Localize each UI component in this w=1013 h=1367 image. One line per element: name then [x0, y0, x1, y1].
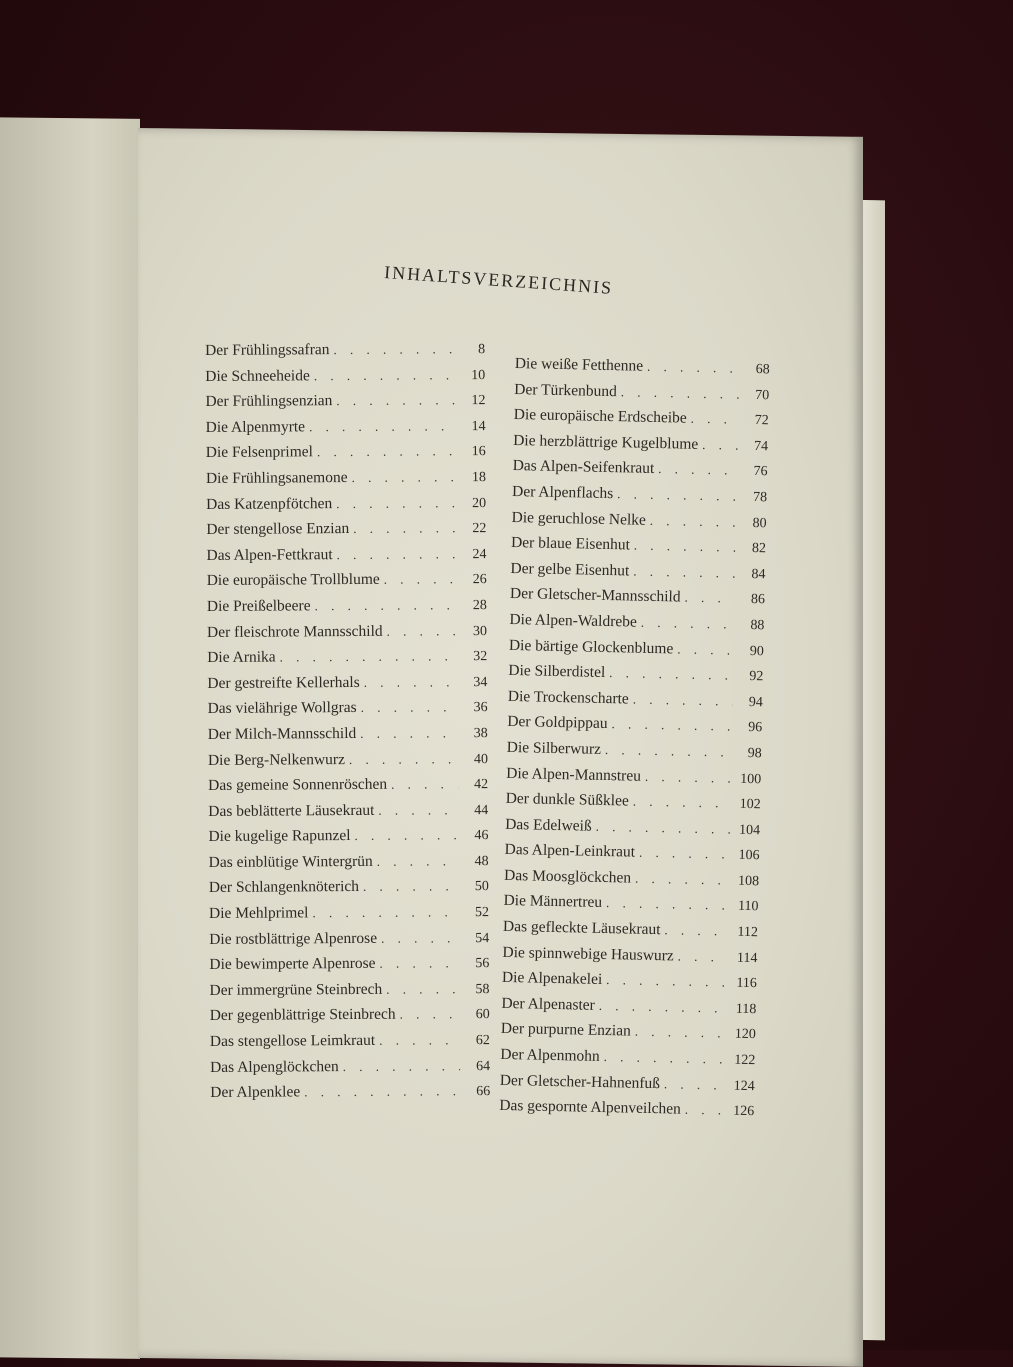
toc-entry-title: Das Alpen-Seifenkraut: [512, 457, 655, 478]
dot-leader: [315, 597, 457, 614]
dot-leader: [360, 725, 458, 742]
toc-entry-page-number: 122: [734, 1052, 756, 1069]
dot-leader: [377, 853, 459, 870]
toc-entry-title: Die kugelige Rapunzel: [208, 827, 351, 846]
toc-entry-page-number: 12: [471, 393, 486, 409]
toc-entry-title: Der immergrüne Steinbrech: [209, 980, 383, 999]
toc-entry-page-number: 24: [472, 546, 487, 562]
toc-entry-title: Der Türkenbund: [514, 380, 618, 400]
toc-entry-page-number: 66: [476, 1084, 491, 1100]
toc-entry: [206, 417, 486, 445]
dot-leader: [664, 1076, 725, 1093]
toc-entry-title: Die europäische Trollblume: [206, 571, 380, 590]
toc-entry-page-number: 108: [737, 873, 760, 890]
dot-leader: [353, 520, 456, 537]
toc-entry-page-number: 36: [473, 700, 488, 716]
toc-entry-title: Das vielährige Wollgras: [207, 699, 357, 718]
dot-leader: [606, 895, 729, 914]
toc-entry-title: Das stengellose Leimkraut: [209, 1031, 376, 1051]
dot-leader: [387, 623, 457, 639]
toc-entry-page-number: 50: [474, 879, 489, 895]
toc-entry-title: Das Katzenpfötchen: [206, 494, 333, 513]
dot-leader: [378, 802, 458, 819]
toc-entry-page-number: 64: [476, 1058, 491, 1074]
dot-leader: [379, 955, 459, 972]
dot-leader: [381, 930, 459, 947]
toc-entry-page-number: 52: [474, 905, 490, 921]
toc-right-column: [499, 355, 770, 1128]
toc-entry-page-number: 112: [737, 924, 759, 941]
dot-leader: [617, 486, 737, 505]
toc-entry: [209, 878, 489, 906]
toc-entry-title: Die europäische Erdscheibe: [513, 406, 687, 427]
toc-entry: [208, 801, 488, 829]
toc-entry: [205, 366, 485, 394]
toc-entry-page-number: 86: [750, 592, 766, 608]
toc-entry-page-number: 44: [474, 802, 489, 818]
toc-entry-page-number: 30: [472, 623, 488, 639]
toc-entry-title: Der blaue Eisenhut: [510, 534, 631, 554]
toc-entry-page-number: 56: [475, 956, 490, 972]
toc-entry-page-number: 42: [474, 777, 489, 793]
dot-leader: [685, 1102, 725, 1119]
toc-entry-page-number: 116: [736, 976, 758, 992]
toc-entry: [499, 1097, 754, 1128]
toc-entry-title: Die weiße Fetthenne: [514, 355, 644, 375]
toc-entry: [209, 903, 489, 931]
toc-entry-page-number: 14: [471, 418, 486, 434]
toc-entry-title: Der fleischrote Mannsschild: [206, 622, 383, 641]
toc-entry-page-number: 54: [475, 930, 490, 946]
facing-page: [0, 117, 140, 1359]
toc-entry-title: Die Mehlprimel: [208, 904, 309, 923]
toc-entry-page-number: 76: [753, 464, 768, 480]
toc-entry-page-number: 80: [752, 515, 767, 531]
toc-entry-page-number: 124: [733, 1078, 755, 1094]
dot-leader: [658, 461, 738, 479]
dot-leader: [363, 879, 459, 896]
toc-entry-page-number: 96: [748, 720, 763, 736]
dot-leader: [317, 444, 456, 461]
toc-entry-title: Die spinnwebige Hauswurz: [502, 943, 674, 965]
toc-entry-page-number: 8: [478, 342, 486, 358]
dot-leader: [609, 665, 733, 684]
toc-entry: [209, 954, 489, 982]
toc-entry-title: Die Alpen-Mannstreu: [506, 764, 642, 785]
toc-entry-page-number: 40: [473, 751, 488, 767]
toc-entry-page-number: 60: [475, 1007, 490, 1023]
dot-leader: [664, 922, 728, 939]
toc-entry: [209, 929, 489, 957]
toc-entry-page-number: 38: [473, 725, 488, 742]
toc-entry-page-number: 70: [755, 387, 770, 403]
page-title: INHALTSVERZEICHNIS: [383, 262, 614, 298]
toc-entry-page-number: 94: [748, 694, 763, 710]
toc-entry-page-number: 126: [733, 1103, 755, 1120]
toc-entry: [208, 826, 488, 854]
dot-leader: [361, 700, 458, 717]
dot-leader: [333, 341, 455, 358]
toc-entry-title: Der Schlangenknöterich: [208, 878, 360, 897]
dot-leader: [352, 469, 456, 486]
toc-entry-title: Das Edelweiß: [504, 815, 592, 835]
toc-entry: [207, 570, 487, 598]
toc-entry-page-number: 18: [471, 470, 487, 486]
dot-leader: [391, 776, 458, 792]
toc-entry: [208, 698, 488, 726]
dot-leader: [379, 1032, 460, 1049]
dot-leader: [604, 1049, 726, 1068]
toc-entry-title: Die bärtige Glockenblume: [508, 636, 674, 657]
toc-entry: [206, 519, 486, 547]
dot-leader: [702, 437, 738, 454]
toc-entry-title: Das Alpen-Leinkraut: [504, 841, 636, 861]
toc-entry-page-number: 34: [473, 674, 488, 690]
dot-leader: [633, 794, 731, 812]
toc-entry-title: Der Milch-Mannsschild: [207, 724, 357, 743]
toc-entry-title: Das Alpen-Fettkraut: [206, 545, 333, 564]
toc-entry-title: Der gelbe Eisenhut: [510, 559, 630, 580]
toc-entry-title: Die Männertreu: [503, 892, 603, 912]
toc-entry-page-number: 32: [473, 649, 488, 665]
toc-entry: [210, 1005, 490, 1033]
toc-entry-title: Das Alpenglöckchen: [210, 1057, 339, 1076]
toc-entry-title: Der Alpenklee: [210, 1083, 301, 1102]
toc-entry-title: Das gemeine Sonnenröschen: [208, 775, 388, 795]
dot-leader: [645, 768, 732, 786]
dot-leader: [677, 641, 734, 658]
dot-leader: [678, 948, 728, 965]
toc-entry-title: Die Silberdistel: [508, 662, 606, 682]
dot-leader: [314, 367, 456, 384]
toc-entry-page-number: 10: [471, 367, 486, 383]
toc-entry-page-number: 16: [471, 444, 486, 460]
dot-leader: [634, 538, 737, 556]
toc-entry-title: Die Trockenscharte: [507, 687, 629, 708]
toc-entry-title: Das beblätterte Läusekraut: [208, 801, 375, 820]
dot-leader: [633, 563, 736, 581]
toc-entry-title: Der dunkle Süßklee: [505, 789, 629, 810]
toc-entry-page-number: 92: [749, 669, 764, 685]
dot-leader: [599, 998, 727, 1017]
toc-entry-page-number: 20: [472, 495, 487, 511]
dot-leader: [337, 546, 457, 563]
toc-entry-title: Die Silberwurz: [506, 738, 602, 758]
dot-leader: [384, 572, 457, 589]
toc-entry-page-number: 58: [475, 981, 490, 997]
toc-entry: [206, 545, 486, 573]
dot-leader: [639, 845, 730, 863]
toc-entry: [209, 980, 489, 1008]
toc-entry-title: Der gegenblättrige Steinbrech: [209, 1006, 396, 1025]
toc-entry-title: Der Gletscher-Hahnenfuß: [499, 1071, 661, 1092]
toc-entry-page-number: 46: [474, 828, 489, 844]
dot-leader: [621, 384, 740, 402]
toc-entry-title: Der Frühlingssafran: [205, 341, 330, 359]
toc-entry: [208, 775, 488, 803]
dot-leader: [309, 418, 456, 435]
toc-entry-page-number: 100: [740, 771, 762, 787]
toc-entry-title: Das Moosglöckchen: [503, 866, 632, 887]
toc-entry-title: Der Gletscher-Mannsschild: [509, 585, 681, 606]
toc-entry: [207, 673, 487, 701]
toc-entry-title: Das einblütige Wintergrün: [208, 852, 373, 871]
toc-entry-page-number: 98: [747, 745, 762, 762]
dot-leader: [684, 590, 735, 607]
dot-leader: [343, 1058, 460, 1075]
dot-leader: [336, 495, 456, 512]
toc-entry-title: Der Alpenflachs: [511, 482, 614, 503]
toc-entry: [207, 647, 487, 675]
dot-leader: [635, 1024, 726, 1042]
toc-entry-title: Die geruchlose Nelke: [511, 508, 647, 529]
toc-entry-page-number: 48: [474, 853, 489, 870]
toc-entry: [205, 340, 485, 368]
dot-leader: [280, 648, 458, 665]
toc-entry-title: Die Arnika: [207, 648, 276, 667]
toc-entry-title: Die rostblättrige Alpenrose: [209, 929, 378, 948]
toc-entry-title: Die Felsenprimel: [205, 443, 314, 462]
toc-entry-title: Der stengellose Enzian: [206, 520, 350, 539]
toc-entry: [210, 1031, 490, 1059]
dot-leader: [304, 1083, 460, 1100]
toc-entry-page-number: 118: [735, 1001, 757, 1018]
toc-entry: [208, 724, 488, 752]
dot-leader: [635, 871, 729, 889]
toc-entry-page-number: 68: [755, 362, 770, 378]
toc-entry-title: Der Alpenaster: [501, 994, 595, 1014]
dot-leader: [354, 828, 458, 845]
dot-leader: [312, 904, 459, 921]
toc-entry-title: Die Alpenakelei: [501, 969, 603, 989]
dot-leader: [400, 1007, 460, 1023]
toc-entry-title: Der Frühlingsenzian: [205, 392, 333, 411]
toc-entry-title: Die herzblättrige Kugelblume: [513, 431, 699, 453]
toc-entry: [210, 1082, 490, 1110]
toc-entry-title: Der Alpenmohn: [500, 1045, 600, 1065]
toc-entry: [210, 1057, 490, 1085]
toc-entry-page-number: 88: [750, 617, 765, 634]
toc-entry-title: Das gespornte Alpenveilchen: [499, 1097, 682, 1118]
toc-entry-page-number: 62: [475, 1033, 490, 1049]
toc-entry: [208, 750, 488, 778]
toc-entry-page-number: 104: [738, 822, 761, 838]
toc-entry-page-number: 82: [751, 541, 767, 557]
toc-entry-title: Die Preißelbeere: [206, 597, 311, 615]
toc-entry-title: Der gestreifte Kellerhals: [207, 673, 360, 692]
toc-entry-title: Der Goldpippau: [507, 713, 608, 733]
dot-leader: [605, 742, 732, 761]
dot-leader: [606, 972, 727, 991]
dot-leader: [349, 751, 458, 768]
toc-entry-page-number: 120: [734, 1027, 756, 1043]
toc-entry-page-number: 74: [753, 438, 769, 455]
toc-entry-title: Das gefleckte Läusekraut: [502, 917, 661, 939]
toc-entry-page-number: 26: [472, 572, 487, 588]
toc-entry-title: Die Alpen-Waldrebe: [509, 610, 638, 631]
dot-leader: [364, 674, 458, 691]
toc-entry-page-number: 106: [738, 848, 760, 864]
toc-entry-title: Die Schneeheide: [205, 366, 310, 385]
toc-entry-title: Die Alpenmyrte: [205, 418, 306, 436]
toc-entry-page-number: 84: [751, 566, 766, 583]
toc-entry: [206, 494, 486, 522]
toc-entry-page-number: 102: [739, 796, 761, 813]
dot-leader: [633, 691, 733, 709]
toc-entry-title: Die Frühlingsanemone: [205, 468, 348, 487]
dot-leader: [650, 512, 737, 530]
toc-entry-page-number: 28: [472, 597, 487, 614]
dot-leader: [691, 411, 739, 428]
toc-entry: [209, 852, 489, 880]
dot-leader: [641, 615, 735, 633]
toc-entry: [207, 622, 487, 650]
dot-leader: [647, 359, 740, 377]
dot-leader: [611, 716, 732, 735]
toc-entry-page-number: 78: [752, 489, 768, 506]
dot-leader: [336, 392, 455, 409]
toc-entry-page-number: 110: [737, 899, 759, 915]
dot-leader: [595, 818, 730, 837]
toc-left-column: [205, 340, 490, 1110]
dot-leader: [386, 981, 459, 998]
toc-entry-title: Die Berg-Nelkenwurz: [207, 750, 345, 769]
toc-entry-page-number: 90: [749, 643, 765, 659]
toc-entry-title: Die bewimperte Alpenrose: [209, 955, 376, 974]
toc-entry: [207, 596, 487, 624]
toc-entry-page-number: 22: [472, 521, 487, 537]
toc-entry-page-number: 72: [754, 413, 769, 429]
toc-entry: [206, 468, 486, 496]
toc-entry: [205, 391, 485, 419]
toc-entry: [206, 442, 486, 470]
toc-entry-title: Der purpurne Enzian: [500, 1020, 632, 1041]
toc-entry-page-number: 114: [736, 950, 758, 966]
